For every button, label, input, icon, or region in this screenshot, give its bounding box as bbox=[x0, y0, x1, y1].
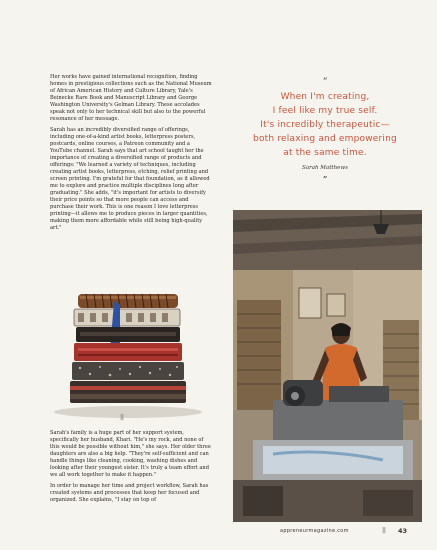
quote-line: I feel like my true self. bbox=[272, 106, 378, 116]
open-quote-mark: “ bbox=[322, 77, 328, 87]
pull-quote-text bbox=[236, 90, 414, 160]
pull-quote bbox=[236, 78, 414, 185]
section-separator: ||| bbox=[120, 414, 124, 421]
body-paragraph-4: In order to manage her time and project workflow, Sarah has created systems and processes that keep her focused and organized. She explains, "I stay on top of bbox=[50, 483, 209, 503]
close-quote-mark: ” bbox=[322, 176, 328, 186]
footer-site: appreneurmagazine.com bbox=[280, 528, 349, 534]
page-number: 43 bbox=[398, 527, 408, 535]
quote-line: both relaxing and empowering bbox=[253, 134, 397, 144]
left-column-lower bbox=[50, 430, 213, 508]
quote-line: When I'm creating, bbox=[280, 92, 370, 102]
page-footer bbox=[280, 528, 430, 538]
quote-line: at the same time. bbox=[283, 148, 367, 158]
print-studio-photo bbox=[233, 210, 422, 522]
quote-line: It's incredibly therapeutic— bbox=[260, 120, 390, 130]
body-paragraph-2: Sarah has an incredibly diversified range of offerings, including one-of-a-kind artist books, letterpress posters, postcards, online courses, a Patreon community and a YouTube channel. Sarah says that art school taught her the importance of creating a diversified range of products and offerings: "We learned a variety of techniques, including creating artist books, letterpress, etching, relief printing and screen printing. I'm grateful for that foundation, as it allowed me to explore and practice multiple disciplines long after graduating." She adds, "it's important for artists to diversify their price points so that more people can access and purchase their work. This is one reason I love letterpress printing—it allows me to produce pieces in larger quantities, making them more affordable while still being high-quality art." bbox=[50, 127, 210, 231]
footer-separator: ||| bbox=[382, 527, 386, 534]
quote-attribution: Sarah Matthews bbox=[302, 165, 348, 171]
body-paragraph-3: Sarah's family is a huge part of her support system, specifically her husband, Khari. "He's my rock, and none of this would be possible without him," she says. Her older three daughters are also a big help. "They're self-sufficient and can handle things like cleaning, cooking, washing dishes and looking after their youngest sister. It's truly a team effort and we all work together to make it happen." bbox=[50, 430, 211, 478]
body-paragraph-1: Her works have gained international recognition, finding homes in prestigious collections such as the National Museum of African American History and Culture Library, Yale's Beinecke Rare Book and Manuscript Library and George Washington University's Gelman Library. These accolades speak not only to her technical skill but also to the powerful resonance of her message. bbox=[50, 74, 212, 122]
left-column bbox=[50, 74, 213, 236]
stacked-books-image bbox=[44, 272, 212, 422]
